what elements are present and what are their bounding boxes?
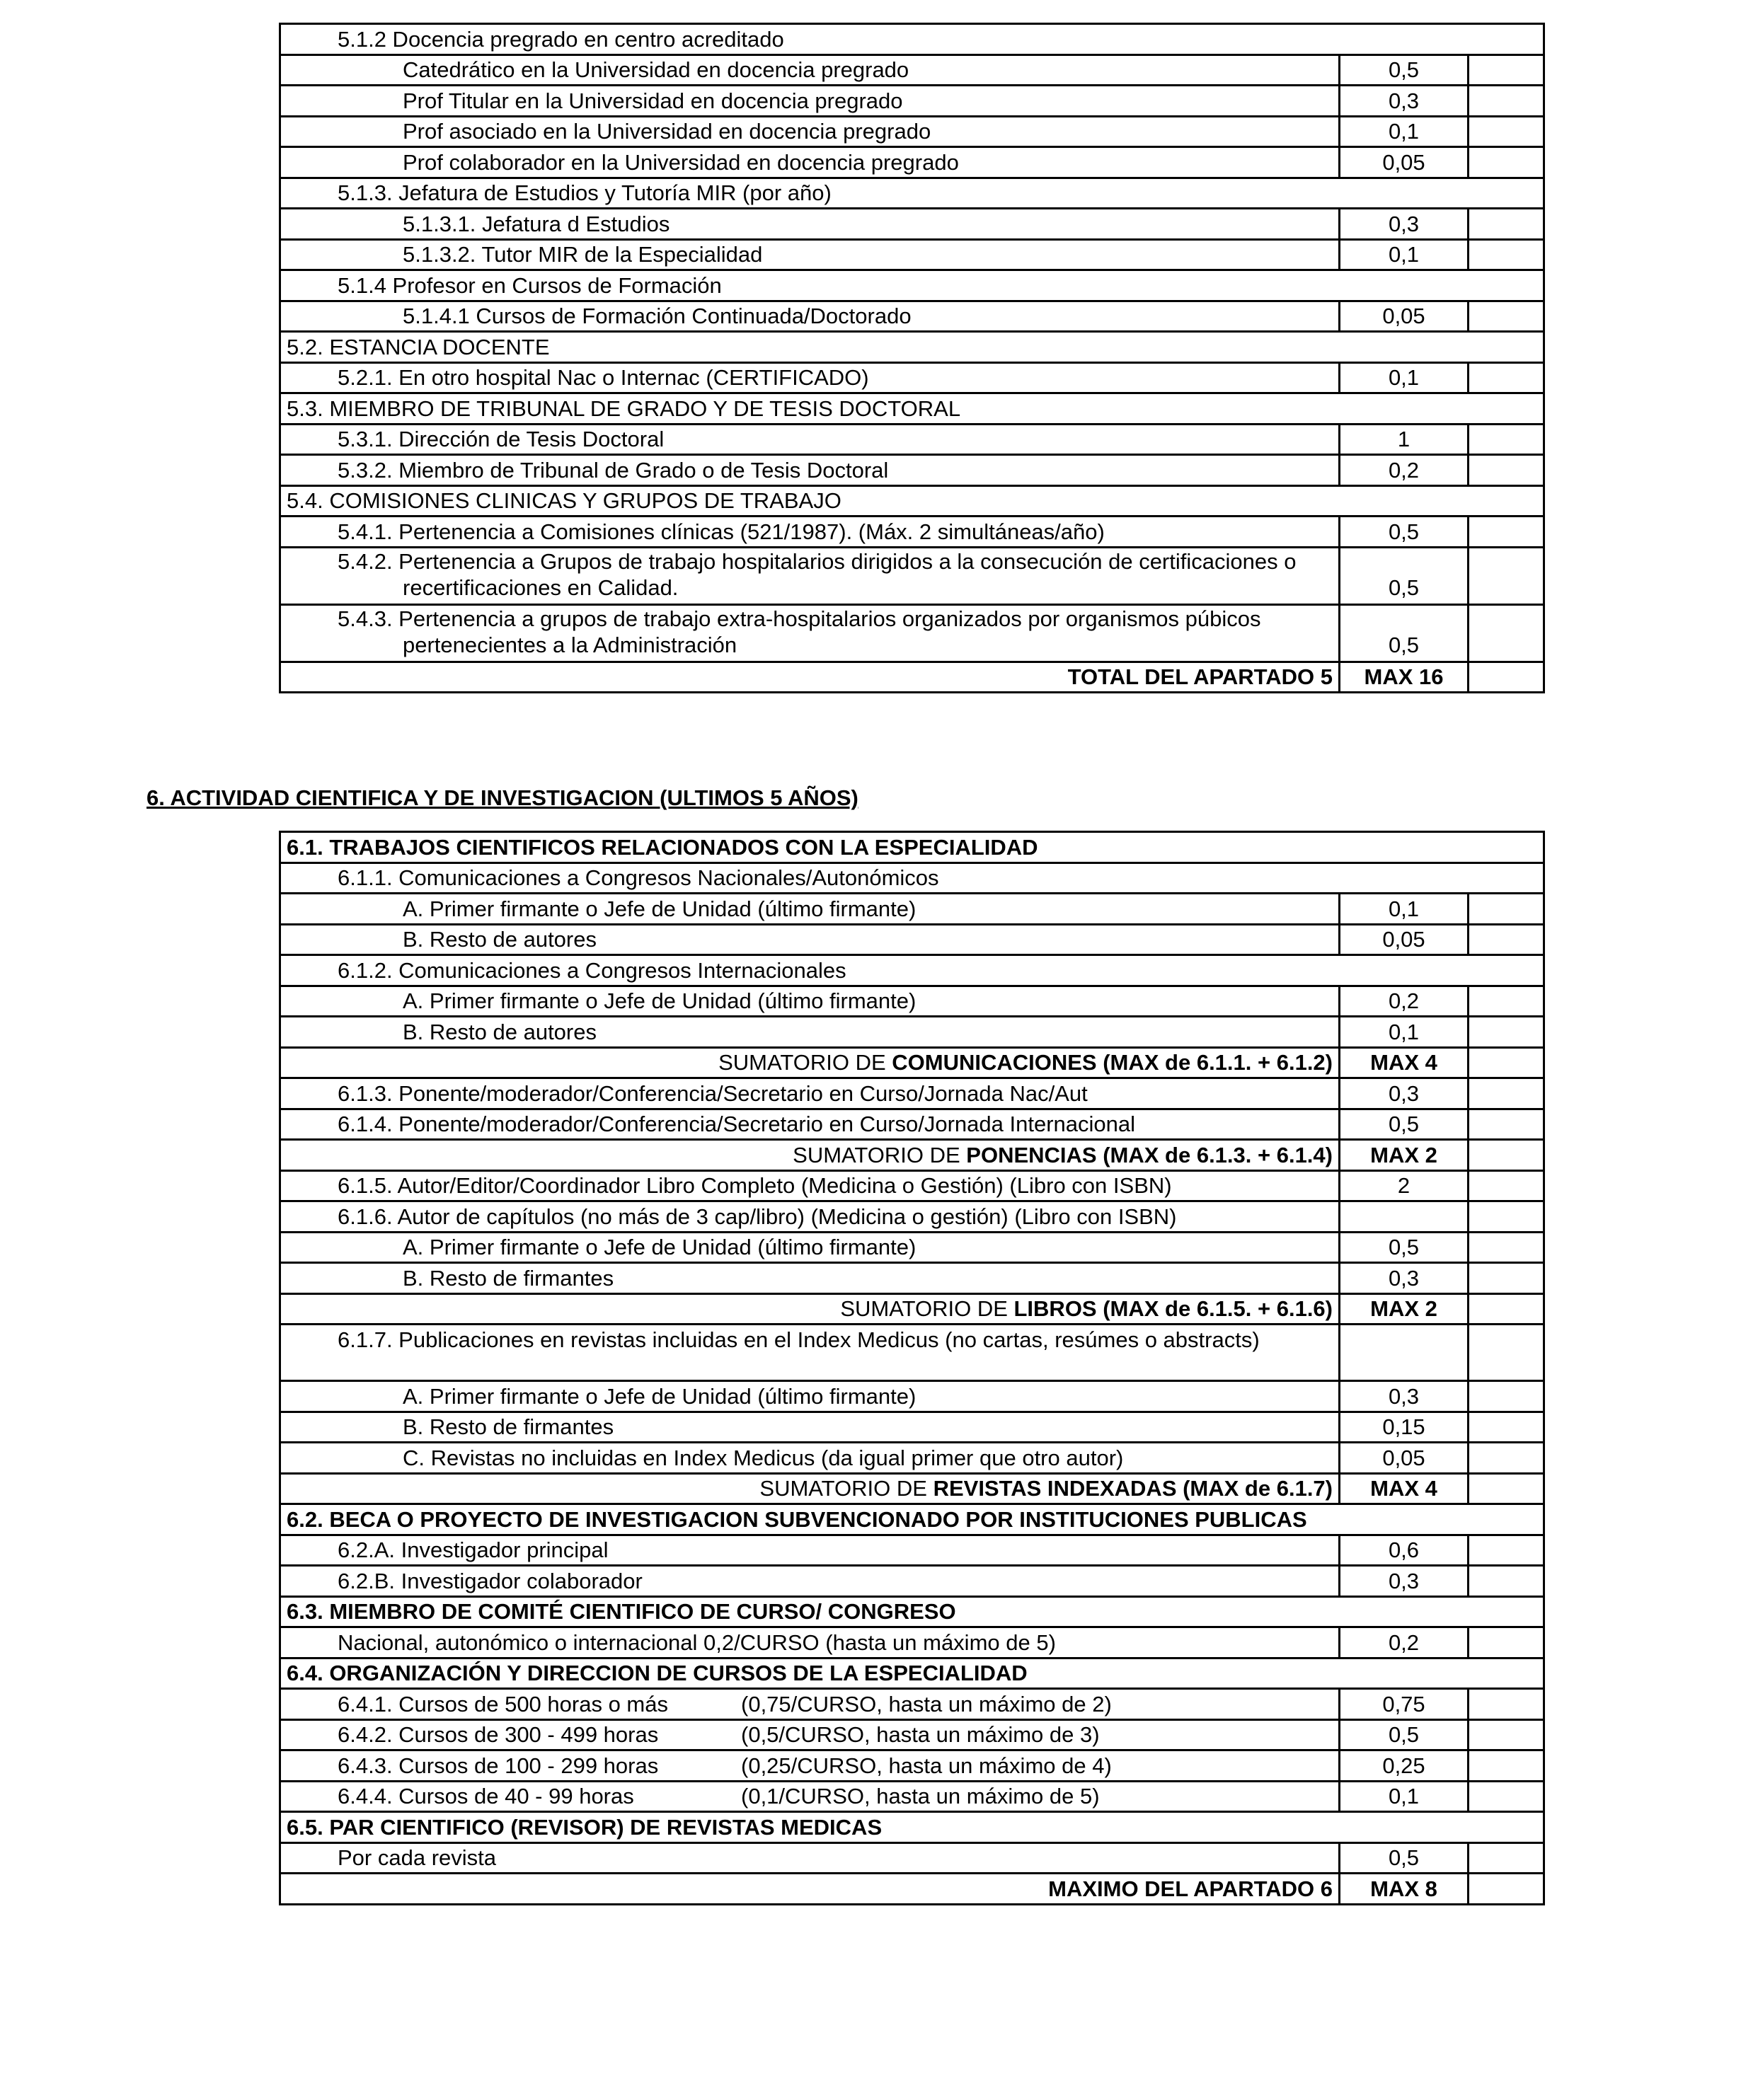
blank-score-cell bbox=[1469, 1078, 1544, 1109]
table-row bbox=[280, 1596, 1544, 1627]
section-heading-cell bbox=[280, 832, 1544, 863]
section-6-title: 6. ACTIVIDAD CIENTIFICA Y DE INVESTIGACION (ULTIMOS 5 AÑOS) bbox=[146, 785, 858, 810]
blank-score-cell bbox=[1469, 362, 1544, 393]
section-heading-cell bbox=[280, 332, 1544, 363]
sum-prefix: SUMATORIO DE bbox=[840, 1296, 1014, 1322]
criterion-cell bbox=[280, 1140, 1340, 1171]
blank-score-cell bbox=[1469, 86, 1544, 117]
score-cell bbox=[1340, 1719, 1469, 1750]
row-label: 5.3.2. Miembro de Tribunal de Grado o de Tesis Doctoral bbox=[338, 457, 889, 483]
score-value: MAX 16 bbox=[1364, 664, 1444, 690]
blank-score-cell bbox=[1469, 424, 1544, 455]
blank-score-cell bbox=[1469, 1781, 1544, 1812]
row-label: 6.1.6. Autor de capítulos (no más de 3 cap/libro) (Medicina o gestión) (Libro con ISBN) bbox=[338, 1204, 1177, 1229]
row-label: 6.4. ORGANIZACIÓN Y DIRECCION DE CURSOS DE LA ESPECIALIDAD bbox=[287, 1661, 1028, 1686]
score-cell bbox=[1340, 986, 1469, 1017]
criterion-cell bbox=[280, 86, 1340, 117]
score-value: 0,1 bbox=[1388, 365, 1420, 391]
table-row bbox=[280, 1412, 1544, 1443]
scoring-table-section-6 bbox=[279, 831, 1545, 1905]
table-row bbox=[280, 1201, 1544, 1233]
row-label: Nacional, autonómico o internacional 0,2/CURSO (hasta un máximo de 5) bbox=[338, 1629, 1056, 1655]
blank-score-cell bbox=[1469, 894, 1544, 925]
score-value: 0,1 bbox=[1388, 1019, 1420, 1044]
row-label: 5.1.3.1. Jefatura d Estudios bbox=[403, 211, 670, 236]
blank-score-cell bbox=[1469, 1750, 1544, 1782]
score-value: MAX 2 bbox=[1370, 1296, 1437, 1322]
table-row bbox=[280, 1781, 1544, 1812]
blank-score-cell bbox=[1469, 1566, 1544, 1597]
row-label: 6.4.2. Cursos de 300 - 499 horas bbox=[338, 1722, 659, 1748]
score-cell bbox=[1340, 1781, 1469, 1812]
table-row bbox=[280, 1473, 1544, 1504]
row-label: A. Primer firmante o Jefe de Unidad (último firmante) bbox=[403, 988, 917, 1014]
score-value: MAX 4 bbox=[1370, 1050, 1437, 1075]
table-row bbox=[280, 1689, 1544, 1720]
score-cell bbox=[1340, 1201, 1469, 1233]
score-value: 0,3 bbox=[1388, 1080, 1420, 1106]
score-cell bbox=[1340, 547, 1469, 604]
blank-score-cell bbox=[1469, 209, 1544, 240]
blank-score-cell bbox=[1469, 1140, 1544, 1171]
row-label: 5.2. ESTANCIA DOCENTE bbox=[287, 334, 550, 359]
table-row bbox=[280, 1170, 1544, 1201]
score-value: 0,3 bbox=[1388, 1568, 1420, 1593]
score-cell bbox=[1340, 1874, 1469, 1905]
table-row bbox=[280, 424, 1544, 455]
table-row bbox=[280, 1293, 1544, 1325]
score-value: 0,05 bbox=[1382, 149, 1425, 175]
table-row bbox=[280, 662, 1544, 693]
row-label: Catedrático en la Universidad en docencia pregrado bbox=[403, 57, 909, 83]
blank-score-cell bbox=[1469, 604, 1544, 662]
score-cell bbox=[1340, 924, 1469, 955]
row-label: 6.1.4. Ponente/moderador/Conferencia/Secretario en Curso/Jornada Internacional bbox=[338, 1112, 1136, 1137]
row-label: 6.1.2. Comunicaciones a Congresos Internacionales bbox=[338, 957, 846, 983]
row-label: 6.4.3. Cursos de 100 - 299 horas bbox=[338, 1753, 659, 1778]
score-value: 0,2 bbox=[1388, 457, 1420, 483]
table-row bbox=[280, 116, 1544, 147]
score-cell bbox=[1340, 1325, 1469, 1381]
row-note: (0,1/CURSO, hasta un máximo de 5) bbox=[741, 1784, 1100, 1809]
score-cell bbox=[1340, 362, 1469, 393]
table-row bbox=[280, 178, 1544, 209]
table-row bbox=[280, 862, 1544, 894]
score-cell bbox=[1340, 86, 1469, 117]
score-value: 0,5 bbox=[1388, 57, 1420, 83]
score-cell bbox=[1340, 209, 1469, 240]
row-label: 6.4.1. Cursos de 500 horas o más bbox=[338, 1691, 668, 1717]
score-cell bbox=[1340, 1263, 1469, 1294]
blank-score-cell bbox=[1469, 1201, 1544, 1233]
criterion-cell bbox=[280, 362, 1340, 393]
table-row bbox=[280, 986, 1544, 1017]
score-value: 0,05 bbox=[1382, 1445, 1425, 1470]
score-value: 0,5 bbox=[1388, 519, 1420, 544]
score-cell bbox=[1340, 1842, 1469, 1874]
table-row bbox=[280, 604, 1544, 662]
table-row bbox=[280, 209, 1544, 240]
blank-score-cell bbox=[1469, 1443, 1544, 1474]
section-heading-cell bbox=[280, 485, 1544, 517]
blank-score-cell bbox=[1469, 1232, 1544, 1263]
blank-score-cell bbox=[1469, 147, 1544, 178]
blank-score-cell bbox=[1469, 116, 1544, 147]
row-label: Por cada revista bbox=[338, 1845, 496, 1871]
criterion-cell bbox=[280, 1109, 1340, 1140]
row-label: 6.5. PAR CIENTIFICO (REVISOR) DE REVISTAS MEDICAS bbox=[287, 1814, 883, 1840]
blank-score-cell bbox=[1469, 1842, 1544, 1874]
blank-score-cell bbox=[1469, 517, 1544, 548]
table-row bbox=[280, 894, 1544, 925]
blank-score-cell bbox=[1469, 1535, 1544, 1566]
row-label: B. Resto de autores bbox=[403, 927, 597, 952]
row-label: 5.1.4 Profesor en Cursos de Formación bbox=[338, 272, 722, 298]
criterion-cell bbox=[280, 1232, 1340, 1263]
table-row bbox=[280, 1109, 1544, 1140]
sum-prefix: SUMATORIO DE bbox=[759, 1476, 933, 1501]
blank-score-cell bbox=[1469, 1170, 1544, 1201]
score-cell bbox=[1340, 1689, 1469, 1720]
table-row bbox=[280, 54, 1544, 86]
criterion-cell bbox=[280, 1566, 1340, 1597]
row-label: 6.1.3. Ponente/moderador/Conferencia/Secretario en Curso/Jornada Nac/Aut bbox=[338, 1080, 1088, 1106]
score-cell bbox=[1340, 147, 1469, 178]
row-label: 5.4.2. Pertenencia a Grupos de trabajo hospitalarios dirigidos a la consecución de certificaciones o recertificaciones en Calidad. bbox=[338, 548, 1297, 600]
blank-score-cell bbox=[1469, 1412, 1544, 1443]
row-label: Prof colaborador en la Universidad en docencia pregrado bbox=[403, 149, 959, 175]
score-value: 0,1 bbox=[1388, 896, 1420, 921]
sum-label: PONENCIAS (MAX de 6.1.3. + 6.1.4) bbox=[966, 1142, 1333, 1167]
blank-score-cell bbox=[1469, 1293, 1544, 1325]
score-value: 0,5 bbox=[1388, 1722, 1420, 1748]
criterion-cell bbox=[280, 209, 1340, 240]
score-cell bbox=[1340, 1443, 1469, 1474]
table-row bbox=[280, 1566, 1544, 1597]
total-label: MAXIMO DEL APARTADO 6 bbox=[1048, 1876, 1333, 1901]
table-row bbox=[280, 332, 1544, 363]
row-label: B. Resto de autores bbox=[403, 1019, 597, 1044]
criterion-cell bbox=[280, 604, 1340, 662]
row-label: 5.4. COMISIONES CLINICAS Y GRUPOS DE TRABAJO bbox=[287, 488, 841, 514]
table-row bbox=[280, 485, 1544, 517]
section-heading-cell bbox=[280, 1812, 1544, 1843]
sum-label: LIBROS (MAX de 6.1.5. + 6.1.6) bbox=[1013, 1296, 1333, 1322]
table-row bbox=[280, 301, 1544, 332]
blank-score-cell bbox=[1469, 1017, 1544, 1048]
blank-score-cell bbox=[1469, 924, 1544, 955]
row-label: 5.1.2 Docencia pregrado en centro acreditado bbox=[338, 26, 784, 52]
score-cell bbox=[1340, 1017, 1469, 1048]
criterion-cell bbox=[280, 1381, 1340, 1412]
score-cell bbox=[1340, 1170, 1469, 1201]
row-label: 5.2.1. En otro hospital Nac o Internac (CERTIFICADO) bbox=[338, 365, 869, 391]
blank-score-cell bbox=[1469, 1047, 1544, 1078]
criterion-cell bbox=[280, 924, 1340, 955]
table-row bbox=[280, 1325, 1544, 1381]
score-value: 0,05 bbox=[1382, 304, 1425, 329]
blank-score-cell bbox=[1469, 54, 1544, 86]
criterion-cell bbox=[280, 1443, 1340, 1474]
table-row bbox=[280, 1504, 1544, 1535]
row-note: (0,75/CURSO, hasta un máximo de 2) bbox=[741, 1691, 1112, 1717]
table-row bbox=[280, 955, 1544, 986]
score-cell bbox=[1340, 1627, 1469, 1658]
score-cell bbox=[1340, 455, 1469, 486]
score-value: 0,1 bbox=[1388, 1784, 1420, 1809]
table-row bbox=[280, 86, 1544, 117]
row-note: (0,5/CURSO, hasta un máximo de 3) bbox=[741, 1722, 1100, 1748]
table-body bbox=[280, 832, 1544, 1905]
score-value: 0,3 bbox=[1388, 88, 1420, 113]
blank-score-cell bbox=[1469, 1473, 1544, 1504]
sum-label: COMUNICACIONES (MAX de 6.1.1. + 6.1.2) bbox=[892, 1050, 1333, 1075]
score-value: 0,2 bbox=[1388, 1629, 1420, 1655]
blank-score-cell bbox=[1469, 301, 1544, 332]
sum-label: REVISTAS INDEXADAS (MAX de 6.1.7) bbox=[933, 1476, 1333, 1501]
score-cell bbox=[1340, 1078, 1469, 1109]
score-value: 0,05 bbox=[1382, 927, 1425, 952]
criterion-cell bbox=[280, 424, 1340, 455]
section-heading-cell bbox=[280, 24, 1544, 55]
table-row bbox=[280, 1017, 1544, 1048]
score-value: 2 bbox=[1397, 1173, 1411, 1199]
score-cell bbox=[1340, 1412, 1469, 1443]
criterion-cell bbox=[280, 1627, 1340, 1658]
row-label: 5.4.3. Pertenencia a grupos de trabajo extra-hospitalarios organizados por organismos púbicos pertenecientes a la Administración bbox=[338, 606, 1261, 657]
criterion-cell bbox=[280, 1078, 1340, 1109]
table-row bbox=[280, 455, 1544, 486]
score-value: MAX 8 bbox=[1370, 1876, 1437, 1901]
criterion-cell bbox=[280, 1535, 1340, 1566]
table-row bbox=[280, 1874, 1544, 1905]
table-row bbox=[280, 1381, 1544, 1412]
table-row bbox=[280, 1750, 1544, 1782]
score-cell bbox=[1340, 517, 1469, 548]
score-cell bbox=[1340, 1293, 1469, 1325]
table-row bbox=[280, 547, 1544, 604]
criterion-cell bbox=[280, 662, 1340, 693]
score-value: 1 bbox=[1397, 427, 1411, 452]
row-label: 6.1.5. Autor/Editor/Coordinador Libro Completo (Medicina o Gestión) (Libro con ISBN) bbox=[338, 1173, 1172, 1199]
table-row bbox=[280, 393, 1544, 425]
score-cell bbox=[1340, 1109, 1469, 1140]
criterion-cell bbox=[280, 1293, 1340, 1325]
table-row bbox=[280, 24, 1544, 55]
criterion-cell bbox=[280, 1325, 1340, 1381]
score-cell bbox=[1340, 1232, 1469, 1263]
score-value: 0,1 bbox=[1388, 119, 1420, 144]
score-value: 0,5 bbox=[1388, 1845, 1420, 1871]
table-row bbox=[280, 147, 1544, 178]
table-row bbox=[280, 1078, 1544, 1109]
score-cell bbox=[1340, 239, 1469, 270]
blank-score-cell bbox=[1469, 1874, 1544, 1905]
score-value: 0,25 bbox=[1382, 1753, 1425, 1778]
criterion-cell bbox=[280, 1047, 1340, 1078]
blank-score-cell bbox=[1469, 1109, 1544, 1140]
score-cell bbox=[1340, 54, 1469, 86]
row-label: Prof Titular en la Universidad en docencia pregrado bbox=[403, 88, 903, 113]
table-row bbox=[280, 1535, 1544, 1566]
scoring-table-section-5 bbox=[279, 23, 1545, 693]
table-row bbox=[280, 1719, 1544, 1750]
score-cell bbox=[1340, 1381, 1469, 1412]
score-cell bbox=[1340, 1566, 1469, 1597]
criterion-cell bbox=[280, 116, 1340, 147]
row-label: 5.3.1. Dirección de Tesis Doctoral bbox=[338, 427, 665, 452]
row-label: A. Primer firmante o Jefe de Unidad (último firmante) bbox=[403, 1235, 917, 1260]
table-row bbox=[280, 270, 1544, 301]
table-row bbox=[280, 362, 1544, 393]
criterion-cell bbox=[280, 1874, 1340, 1905]
row-label: 5.1.3. Jefatura de Estudios y Tutoría MIR (por año) bbox=[338, 180, 832, 206]
row-label: 6.2. BECA O PROYECTO DE INVESTIGACION SUBVENCIONADO POR INSTITUCIONES PUBLICAS bbox=[287, 1506, 1307, 1532]
criterion-cell bbox=[280, 147, 1340, 178]
table-row bbox=[280, 832, 1544, 863]
table-row bbox=[280, 517, 1544, 548]
criterion-cell bbox=[280, 517, 1340, 548]
criterion-cell bbox=[280, 455, 1340, 486]
table-row bbox=[280, 1232, 1544, 1263]
score-cell bbox=[1340, 1473, 1469, 1504]
table-row bbox=[280, 924, 1544, 955]
score-value: MAX 2 bbox=[1370, 1142, 1437, 1167]
row-label: A. Primer firmante o Jefe de Unidad (último firmante) bbox=[403, 1383, 917, 1409]
blank-score-cell bbox=[1469, 1627, 1544, 1658]
table-body bbox=[280, 24, 1544, 693]
score-value: MAX 4 bbox=[1370, 1476, 1437, 1501]
score-cell bbox=[1340, 1750, 1469, 1782]
blank-score-cell bbox=[1469, 986, 1544, 1017]
row-label: Prof asociado en la Universidad en docencia pregrado bbox=[403, 119, 931, 144]
blank-score-cell bbox=[1469, 662, 1544, 693]
score-value: 0,6 bbox=[1388, 1538, 1420, 1563]
criterion-cell bbox=[280, 1781, 1340, 1812]
blank-score-cell bbox=[1469, 547, 1544, 604]
criterion-cell bbox=[280, 1412, 1340, 1443]
score-value: 0,5 bbox=[1388, 632, 1420, 657]
section-heading-cell bbox=[280, 1596, 1544, 1627]
criterion-cell bbox=[280, 986, 1340, 1017]
criterion-cell bbox=[280, 894, 1340, 925]
score-cell bbox=[1340, 1535, 1469, 1566]
sum-prefix: SUMATORIO DE bbox=[793, 1142, 967, 1167]
table-row bbox=[280, 1658, 1544, 1689]
score-cell bbox=[1340, 424, 1469, 455]
criterion-cell bbox=[280, 239, 1340, 270]
row-label: 6.1. TRABAJOS CIENTIFICOS RELACIONADOS CON LA ESPECIALIDAD bbox=[287, 834, 1038, 860]
criterion-cell bbox=[280, 1473, 1340, 1504]
row-label: 6.1.1. Comunicaciones a Congresos Nacionales/Autonómicos bbox=[338, 865, 939, 891]
section-heading-cell bbox=[280, 862, 1544, 894]
row-label: 6.3. MIEMBRO DE COMITÉ CIENTIFICO DE CURSO/ CONGRESO bbox=[287, 1599, 956, 1625]
score-cell bbox=[1340, 301, 1469, 332]
blank-score-cell bbox=[1469, 1689, 1544, 1720]
row-label: 6.4.4. Cursos de 40 - 99 horas bbox=[338, 1784, 634, 1809]
section-heading-cell bbox=[280, 955, 1544, 986]
score-value: 0,5 bbox=[1388, 575, 1420, 600]
score-value: 0,15 bbox=[1382, 1414, 1425, 1440]
score-value: 0,3 bbox=[1388, 1265, 1420, 1291]
score-cell bbox=[1340, 894, 1469, 925]
row-label: B. Resto de firmantes bbox=[403, 1414, 614, 1440]
score-value: 0,5 bbox=[1388, 1112, 1420, 1137]
row-label: 5.3. MIEMBRO DE TRIBUNAL DE GRADO Y DE TESIS DOCTORAL bbox=[287, 396, 961, 421]
blank-score-cell bbox=[1469, 1325, 1544, 1381]
score-value: 0,1 bbox=[1388, 242, 1420, 267]
table-row bbox=[280, 1443, 1544, 1474]
row-label: 6.2.A. Investigador principal bbox=[338, 1538, 609, 1563]
row-note: (0,25/CURSO, hasta un máximo de 4) bbox=[741, 1753, 1112, 1778]
row-label: 5.1.4.1 Cursos de Formación Continuada/Doctorado bbox=[403, 304, 912, 329]
row-label: A. Primer firmante o Jefe de Unidad (último firmante) bbox=[403, 896, 917, 921]
row-label: 5.1.3.2. Tutor MIR de la Especialidad bbox=[403, 242, 763, 267]
row-label: C. Revistas no incluidas en Index Medicus (da igual primer que otro autor) bbox=[403, 1445, 1124, 1470]
score-value: 0,75 bbox=[1382, 1691, 1425, 1717]
criterion-cell bbox=[280, 301, 1340, 332]
table-row bbox=[280, 239, 1544, 270]
total-label: TOTAL DEL APARTADO 5 bbox=[1067, 664, 1333, 690]
blank-score-cell bbox=[1469, 239, 1544, 270]
row-label: 5.4.1. Pertenencia a Comisiones clínicas (521/1987). (Máx. 2 simultáneas/año) bbox=[338, 519, 1105, 544]
table-row bbox=[280, 1047, 1544, 1078]
score-value: 0,3 bbox=[1388, 1383, 1420, 1409]
score-cell bbox=[1340, 604, 1469, 662]
blank-score-cell bbox=[1469, 1381, 1544, 1412]
criterion-cell bbox=[280, 1750, 1340, 1782]
table-row bbox=[280, 1627, 1544, 1658]
sum-prefix: SUMATORIO DE bbox=[718, 1050, 892, 1075]
row-label: B. Resto de firmantes bbox=[403, 1265, 614, 1291]
criterion-cell bbox=[280, 1689, 1340, 1720]
score-cell bbox=[1340, 1140, 1469, 1171]
section-heading-cell bbox=[280, 1658, 1544, 1689]
score-cell bbox=[1340, 662, 1469, 693]
criterion-cell bbox=[280, 1201, 1340, 1233]
section-heading-cell bbox=[280, 178, 1544, 209]
criterion-cell bbox=[280, 1170, 1340, 1201]
score-cell bbox=[1340, 116, 1469, 147]
section-heading-cell bbox=[280, 393, 1544, 425]
criterion-cell bbox=[280, 54, 1340, 86]
table-row bbox=[280, 1263, 1544, 1294]
blank-score-cell bbox=[1469, 1263, 1544, 1294]
criterion-cell bbox=[280, 1263, 1340, 1294]
criterion-cell bbox=[280, 1842, 1340, 1874]
blank-score-cell bbox=[1469, 1719, 1544, 1750]
score-cell bbox=[1340, 1047, 1469, 1078]
criterion-cell bbox=[280, 1719, 1340, 1750]
criterion-cell bbox=[280, 547, 1340, 604]
section-heading-cell bbox=[280, 1504, 1544, 1535]
row-label: 6.2.B. Investigador colaborador bbox=[338, 1568, 643, 1593]
score-value: 0,2 bbox=[1388, 988, 1420, 1014]
section-heading-cell bbox=[280, 270, 1544, 301]
table-row bbox=[280, 1812, 1544, 1843]
table-row bbox=[280, 1140, 1544, 1171]
score-value: 0,3 bbox=[1388, 211, 1420, 236]
criterion-cell bbox=[280, 1017, 1340, 1048]
score-value: 0,5 bbox=[1388, 1235, 1420, 1260]
blank-score-cell bbox=[1469, 455, 1544, 486]
row-label: 6.1.7. Publicaciones en revistas incluidas en el Index Medicus (no cartas, resúmes o abstracts) bbox=[338, 1327, 1260, 1352]
table-row bbox=[280, 1842, 1544, 1874]
